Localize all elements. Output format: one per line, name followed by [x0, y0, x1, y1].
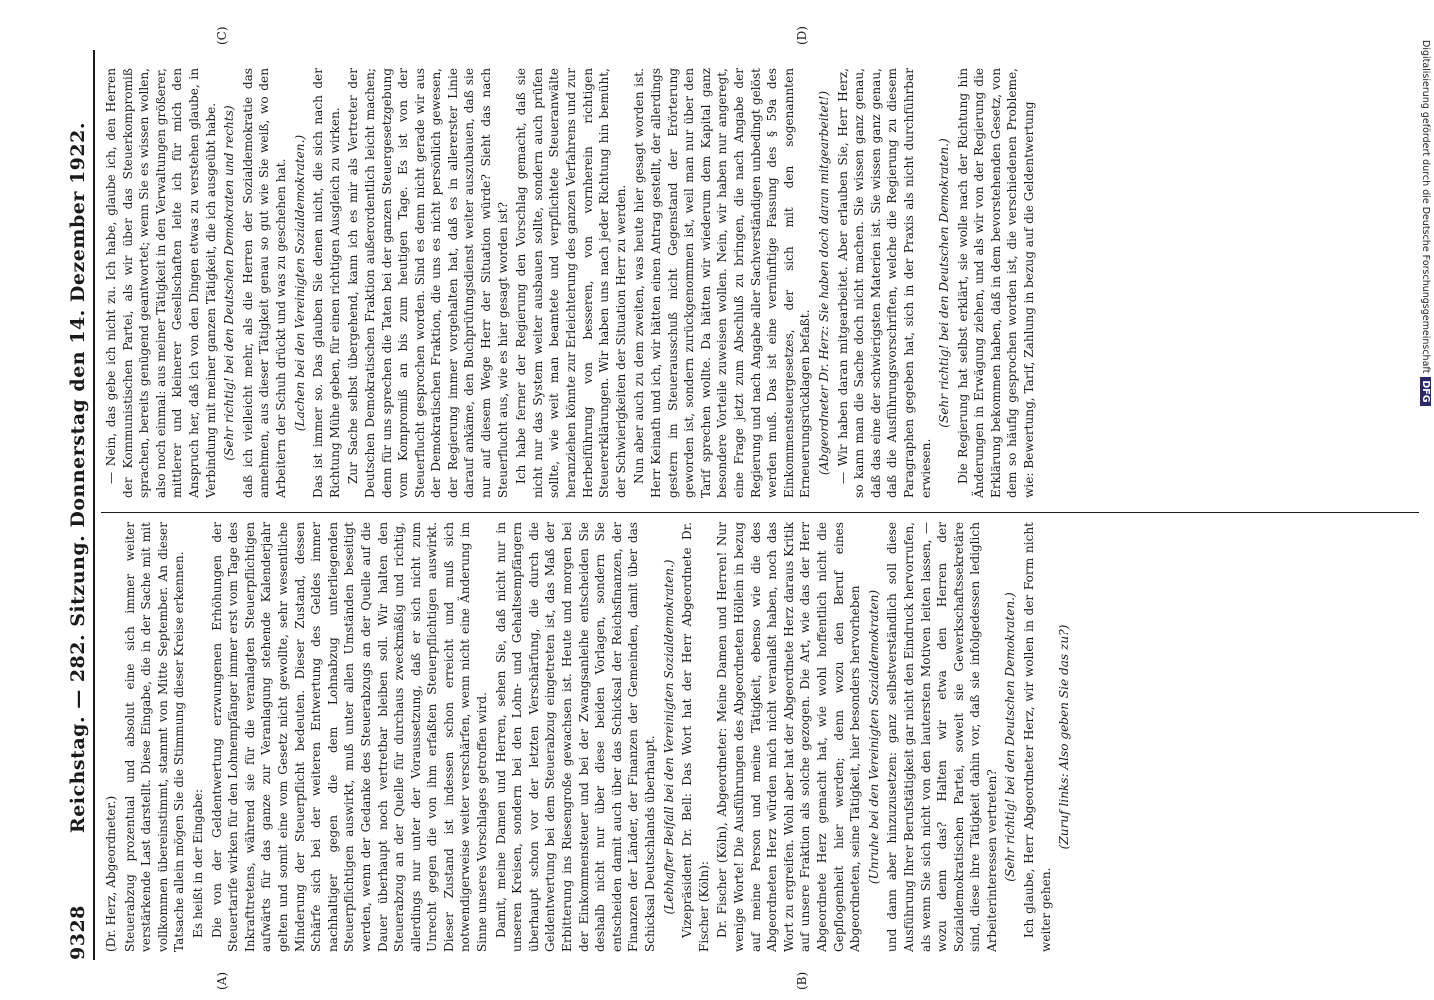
paragraph: Steuerabzug prozentual und absolut eine sich immer weiter verstärkende Last darstellt. Diese Eingabe, die in der Sache mit mit vollkommen übereinstimmt, stammt von Mitte September. An dieser Tatsache allein mögen Sie die Stimmung dieser Kreise erkennen.: [122, 522, 187, 952]
left-column: [103, 522, 1413, 952]
paragraph: Ich habe ferner der Regierung den Vorschlag gemacht, daß sie nicht nur das System weiter ausbauen sollte, sondern auch prüfen sollte, wie weit man beamtete und verpflichtete Steueranwälte heranziehen könnte zur Erleichterung des ganzen Verfahrens und zur Herbeiführung von besseren, von vornherein richtigen Steuererklärungen. Wir haben uns nach jeder Richtung hin bemüht, der Schwierigkeiten der Situation Herr zu werden.: [514, 68, 628, 498]
paragraph: Es heißt in der Eingabe:: [190, 789, 205, 938]
paragraph: Vizepräsident Dr. Bell: Das Wort hat der Herr Abgeordnete Dr. Fischer (Köln):: [680, 522, 711, 952]
interjection: (Sehr richtig! bei den Deutschen Demokraten.): [937, 138, 952, 428]
paragraph: — Wir haben daran mitgearbeitet. Aber erlauben Sie, Herr Herz, so kann man die Sache doch nicht machen. Sie wissen ganz genau, daß das eine der schwierigsten Materien ist. Sie wissen ganz genau, daß die Ausführungsvorschriften, welche die Regierung zu diesem Paragraphen gegeben hat, sich in der Praxis als nicht durchführbar erwiesen.: [835, 68, 933, 498]
margin-marker-a: (A): [215, 971, 229, 990]
quoted-paragraph: Die von der Geldentwertung erzwungenen Erhöhungen der Steuertarife wirken für den Lohnempfänger immer erst vom Tage des Inkrafttretens, während sie für die veranlagten Steuerpflichtigen aufwärts für das ganze zur Veranlagung stehende Kalenderjahr gelten und somit eine vom Gesetz nicht gewollte, sehr wesentliche Minderung der Steuerpflicht bedeuten. Dieser Zustand, dessen Schärfe sich bei der weiteren Entwertung des Geldes immer nachhaltiger gegen die dem Lohnabzug unterliegenden Steuerpflichtigen auswirkt, muß unter allen Umständen beseitigt werden, wenn der Gedanke des Steuerabzugs an der Quelle auf die Dauer überhaupt noch vertretbar bleiben soll. Wir halten den Steuerabzug an der Quelle für durchaus zweckmäßig und richtig, allerdings nur unter der Voraussetzung, daß er sich nicht zum Unrecht gegen die von ihm erfaßten Steuerpflichtigen auswirkt. Dieser Zustand ist indessen schon erreicht und muß sich notwendigerweise weiter verschärfen, wenn nicht eine Änderung im Sinne unseres Vorschlages getroffen wird.: [209, 522, 490, 952]
rotated-page: [55, 26, 1425, 990]
column-divider: [101, 512, 1419, 513]
paragraph: Das ist immer so. Das glauben Sie denen nicht, die sich nach der Richtung Mühe geben, für einen richtigen Ausgleich zu wirken.: [311, 68, 342, 498]
interjection: (Sehr richtig! bei den Deutschen Demokraten.): [1003, 592, 1018, 882]
interjection: (Lachen bei den Vereinigten Sozialdemokraten.): [292, 134, 307, 432]
digitization-note-text: Digitalisierung gefördert durch die Deutsche Forschungsgemeinschaft: [1420, 40, 1431, 374]
right-column: [103, 68, 1413, 498]
interjection: (Lebhafter Beifall bei den Vereinigten Sozialdemokraten.): [661, 559, 676, 915]
interjection: (Abgeordneter Dr. Herz: Sie haben doch daran mitgearbeitet!): [816, 90, 831, 476]
paragraph: Damit, meine Damen und Herren, sehen Sie, daß nicht nur in unseren Kreisen, sondern bei den Lohn- und Gehaltsempfängern überhaupt schon vor der letzten Verschärfung, die durch die Geldentwertung bei dem Steuerabzug eingetreten ist, das Maß der Erbitterung ins Riesengroße gewachsen ist. Heute und morgen bei der Einkommensteuer und bei der Zwangsanleihe entscheiden Sie deshalb nicht nur über diese beiden Vorlagen, sondern Sie entscheiden damit auch über das Schicksal der Reichsfinanzen, der Finanzen der Länder, der Finanzen der Gemeinden, damit über das Schicksal Deutschlands überhaupt.: [493, 522, 657, 952]
running-head: [55, 50, 95, 960]
paragraph: Dr. Fischer (Köln), Abgeordneter: Meine Damen und Herren! Nur wenige Worte! Die Ausführungen des Abgeordneten Höllein in bezug auf meine Person und meine Tätigkeit, ebenso wie die des Abgeordneten Herz würden mich nicht veranlaßt haben, noch das Wort zu ergreifen. Wohl aber hat der Abgeordnete Herz daraus Kritik auf unsere Fraktion als solche gezogen. Die Art, wie das der Herr Abgeordnete Herz gemacht hat, wie wohl hoffentlich nicht die Gepflogenheit hier werden; denn wozu den Beruf eines Abgeordneten, seine Tätigkeit, hier besonders hervorheben: [715, 522, 863, 952]
margin-marker-c: (C): [215, 26, 229, 45]
page-number: 9328: [67, 905, 89, 960]
paragraph: Die Regierung hat selbst erklärt, sie wolle nach der Richtung hin Änderungen in Erwägung ziehen, und als wir von der Regierung die Erklärung bekommen haben, daß in dem bevorstehenden Gesetz, von dem so häufig gesprochen worden ist, die verschiedenen Probleme, wie: Bewertung, Tarif, Zahlung in bezug auf die Geldentwertung: [955, 68, 1037, 498]
margin-marker-b: (B): [795, 971, 809, 990]
paragraph: Zur Sache selbst übergehend, kann ich es mir als Vertreter der Deutschen Demokratischen Fraktion außerordentlich leicht machen; denn für uns sprechen die Taten bei der ganzen Steuergesetzgebung vom Kompromiß an bis zum heutigen Tage. Es ist von der Steuerflucht gesprochen worden. Sind es denn nicht gerade wir aus der Demokratischen Fraktion, die uns es nicht persönlich gewesen, der Regierung immer vorgehalten hat, daß es in allererster Linie darauf ankäme, den Buchprüfungsdienst weiter auszubauen, daß sie nur auf diesem Wege Herr der Situation würde? Sieht das nach Steuerflucht aus, wie es hier gesagt worden ist?: [346, 68, 510, 498]
paragraph: daß ich vielleicht mehr, als die Herren der Sozialdemokratie das annehmen, aus dieser Tätigkeit genau so gut wie Sie weiß, wo den Arbeitern der Schuh drückt und was zu geschehen hat.: [240, 68, 288, 498]
session-date: Donnerstag den 14. Dezember 1922.: [67, 122, 89, 528]
interjection: (Sehr richtig! bei den Deutschen Demokraten und rechts): [222, 105, 237, 461]
interjection: (Unruhe bei den Vereinigten Sozialdemokraten): [866, 589, 881, 885]
interjection: (Zuruf links: Also geben Sie das zu?): [1057, 624, 1072, 850]
margin-marker-d: (D): [795, 26, 809, 45]
session-label: Reichstag. — 282. Sitzung.: [67, 534, 89, 834]
paragraph: — Nein, das gebe ich nicht zu. Ich habe, glaube ich, den Herren der Kommunistischen Partei, als wir über das Steuerkompromiß sprachen, bereits genügend geantwortet; wenn Sie es wissen wollen, also noch einmal: aus meiner Tätigkeit in den Verwaltungen größerer, mittlerer und kleinerer Gesellschaften leite ich für mich den Anspruch her, daß ich von den Dingen etwas zu verstehen glaube, in Verbindung mit meiner ganzen Tätigkeit, die ich ausgeübt habe.: [104, 68, 218, 498]
paragraph: Ich glaube, Herr Abgeordneter Herz, wir wollen in der Form nicht weiter gehen.: [1022, 522, 1053, 952]
paragraph: und dann aber hinzuzusetzen: ganz selbstverständlich soll diese Ausführung Ihrer Berufstätigkeit gar nicht den Eindruck hervorrufen, als wenn Sie sich nicht von den lautersten Motiven leiten lassen, — wozu denn das? Halten wir etwa den Herren der Sozialdemokratischen Partei, soweit sie Gewerkschaftssekretäre sind, diese ihre Tätigkeit dahin vor, daß sie infolgedessen lediglich Arbeiterinteressen vertreten?: [885, 522, 999, 952]
dfg-logo: DFG: [1420, 377, 1431, 405]
digitization-note: [1418, 40, 1432, 960]
paragraph: Nun aber auch zu dem zweiten, was heute hier gesagt worden ist. Herr Keinath und ich, wir hätten einen Antrag gestellt, der allerdings gestern im Steuerausschuß nicht Gegenstand der Erörterung geworden ist, sondern zurückgenommen ist, weil man nur über den Tarif sprechen wollte. Da hätten wir wiederum dem Kapital ganz besondere Vorteile zuweisen wollen. Nein, wir haben nur angeregt, eine Frage jetzt zum Abschluß zu bringen, die nach Angabe der Regierung und nach Angabe aller Sachverständigen unbedingt gelöst werden muß. Das ist eine vernünftige Fassung des § 59a des Einkommensteuergesetzes, der sich mit den sogenannten Erneuerungsrücklagen befaßt.: [632, 68, 813, 498]
digitization-note-text-wrap: [1420, 40, 1431, 406]
speaker-label: (Dr. Herz, Abgeordneter.): [104, 795, 118, 952]
session-title: [67, 50, 89, 905]
